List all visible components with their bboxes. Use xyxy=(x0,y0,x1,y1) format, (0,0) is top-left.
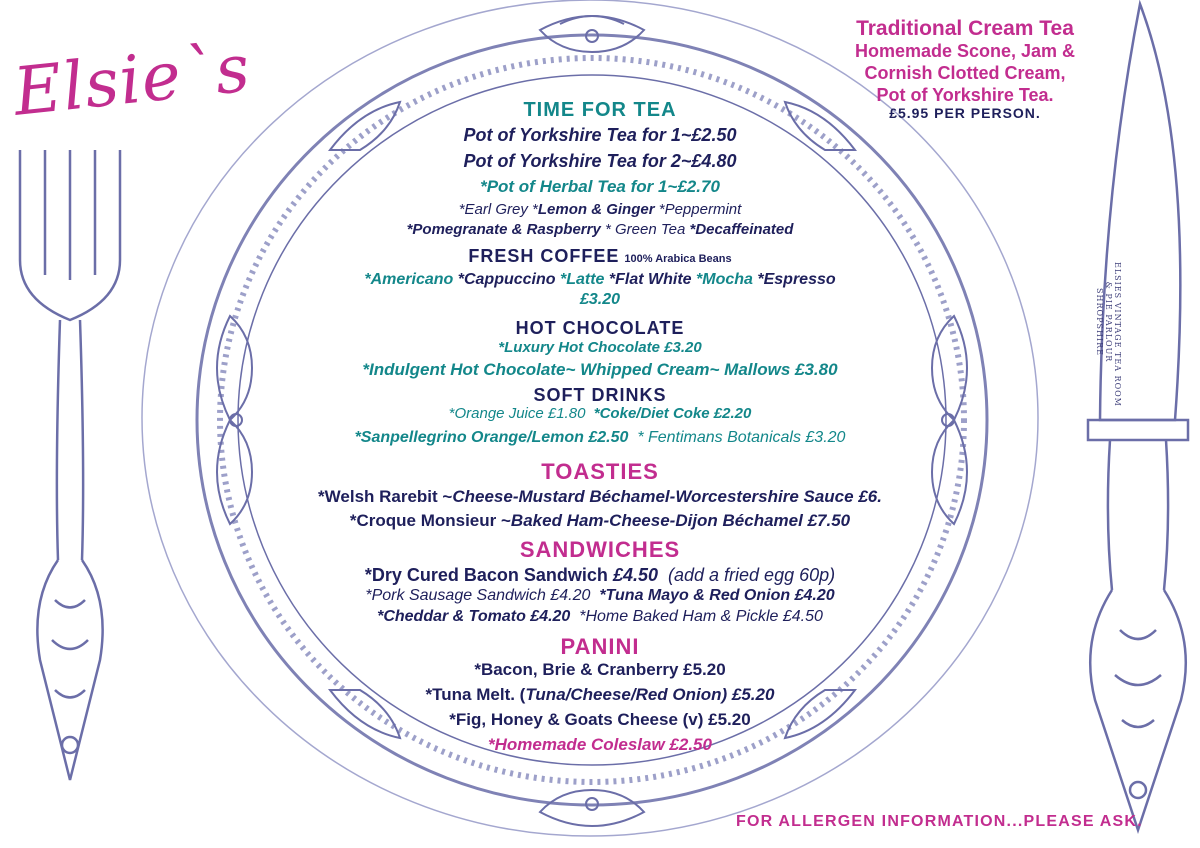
coffee-item: *Americano xyxy=(364,271,454,288)
panini-name: *Tuna Melt. ( xyxy=(425,685,526,704)
cream-tea-price: £5.95 PER PERSON. xyxy=(889,105,1041,121)
sandwich-price: £4.50 xyxy=(612,565,658,585)
soft-drink-item: * Fentimans Botanicals £3.20 xyxy=(637,429,846,446)
sandwich-name: *Dry Cured Bacon Sandwich xyxy=(364,565,608,585)
toasties-heading: TOASTIES xyxy=(541,459,659,484)
panini-item: *Homemade Coleslaw £2.50 xyxy=(488,735,712,754)
sandwich-item: *Home Baked Ham & Pickle £4.50 xyxy=(579,608,823,625)
panini-item: *Bacon, Brie & Cranberry £5.20 xyxy=(474,660,726,679)
panini-description: Tuna/Cheese/Red Onion) £5.20 xyxy=(525,685,775,704)
tea-option: Lemon & Ginger xyxy=(537,201,655,218)
coffee-items xyxy=(0,272,1200,288)
engraving-line: & PIE PARLOUR xyxy=(1103,281,1113,363)
toastie-name: *Welsh Rarebit ~ xyxy=(318,487,453,506)
toastie-description: Cheese-Mustard Béchamel-Worcestershire Sauce £6. xyxy=(452,487,882,506)
tea-option: *Peppermint xyxy=(658,201,742,218)
coffee-header xyxy=(0,247,1200,265)
engraving-line: ELSIES VINTAGE TEA ROOM xyxy=(1113,262,1122,407)
tea-option: *Earl Grey xyxy=(458,201,528,218)
logo: Elsie`s xyxy=(9,29,254,131)
engraving-line: SHROPSHIRE xyxy=(1094,288,1104,356)
sandwich-item: *Cheddar & Tomato £4.20 xyxy=(377,608,571,625)
tea-item: Pot of Yorkshire Tea for 1~£2.50 xyxy=(463,125,737,145)
tea-item: *Pot of Herbal Tea for 1~£2.70 xyxy=(480,177,720,196)
sandwich-note: (add a fried egg 60p) xyxy=(668,565,836,585)
soft-drink-item: *Sanpellegrino Orange/Lemon £2.50 xyxy=(354,429,629,446)
sandwich-item xyxy=(0,566,1200,584)
tea-item: Pot of Yorkshire Tea for 2~£4.80 xyxy=(463,151,737,171)
toastie-description: Baked Ham-Cheese-Dijon Béchamel £7.50 xyxy=(510,511,851,530)
panini-heading: PANINI xyxy=(560,634,640,659)
panini-item xyxy=(0,686,1200,703)
tea-option-separator: * xyxy=(532,201,538,218)
sandwiches-heading: SANDWICHES xyxy=(519,537,681,562)
hot-chocolate-item: *Luxury Hot Chocolate £3.20 xyxy=(498,339,702,356)
allergen-notice: FOR ALLERGEN INFORMATION...PLEASE ASK. xyxy=(736,813,1143,830)
tea-options xyxy=(0,202,1200,217)
soft-drinks-row xyxy=(0,406,1200,421)
soft-drinks-heading: SOFT DRINKS xyxy=(533,385,667,405)
coffee-note: 100% Arabica Beans xyxy=(624,253,732,265)
soft-drinks-row xyxy=(0,430,1200,446)
coffee-item: *Espresso xyxy=(757,271,836,288)
toastie-item xyxy=(0,488,1200,505)
cream-tea-line: Pot of Yorkshire Tea. xyxy=(876,85,1054,105)
soft-drink-item: *Coke/Diet Coke £2.20 xyxy=(593,405,752,422)
sandwich-row xyxy=(0,609,1200,625)
tea-options xyxy=(0,222,1200,237)
coffee-item: *Flat White xyxy=(608,271,692,288)
soft-drink-item: *Orange Juice £1.80 xyxy=(448,405,586,422)
tea-option: * Green Tea xyxy=(604,221,686,238)
tea-option: *Pomegranate & Raspberry xyxy=(406,221,601,238)
panini-item: *Fig, Honey & Goats Cheese (v) £5.20 xyxy=(449,710,751,729)
hot-chocolate-heading: HOT CHOCOLATE xyxy=(515,318,685,338)
cream-tea-line: Homemade Scone, Jam & xyxy=(854,41,1076,61)
cream-tea-line: Cornish Clotted Cream, xyxy=(864,63,1066,83)
coffee-heading: FRESH COFFEE xyxy=(468,246,620,266)
coffee-item: *Mocha xyxy=(696,271,753,288)
tea-option: *Decaffeinated xyxy=(689,221,794,238)
coffee-item: *Latte xyxy=(559,271,605,288)
sandwich-item: *Tuna Mayo & Red Onion £4.20 xyxy=(599,587,835,604)
coffee-price: £3.20 xyxy=(579,291,621,308)
sandwich-row xyxy=(0,588,1200,604)
hot-chocolate-item: *Indulgent Hot Chocolate~ Whipped Cream~ Mallows £3.80 xyxy=(362,360,838,379)
toastie-item xyxy=(0,512,1200,529)
tea-heading: TIME FOR TEA xyxy=(523,99,677,121)
cream-tea-title: Traditional Cream Tea xyxy=(856,17,1074,40)
coffee-item: *Cappuccino xyxy=(457,271,556,288)
toastie-name: *Croque Monsieur ~ xyxy=(349,511,511,530)
sandwich-item: *Pork Sausage Sandwich £4.20 xyxy=(365,587,591,604)
